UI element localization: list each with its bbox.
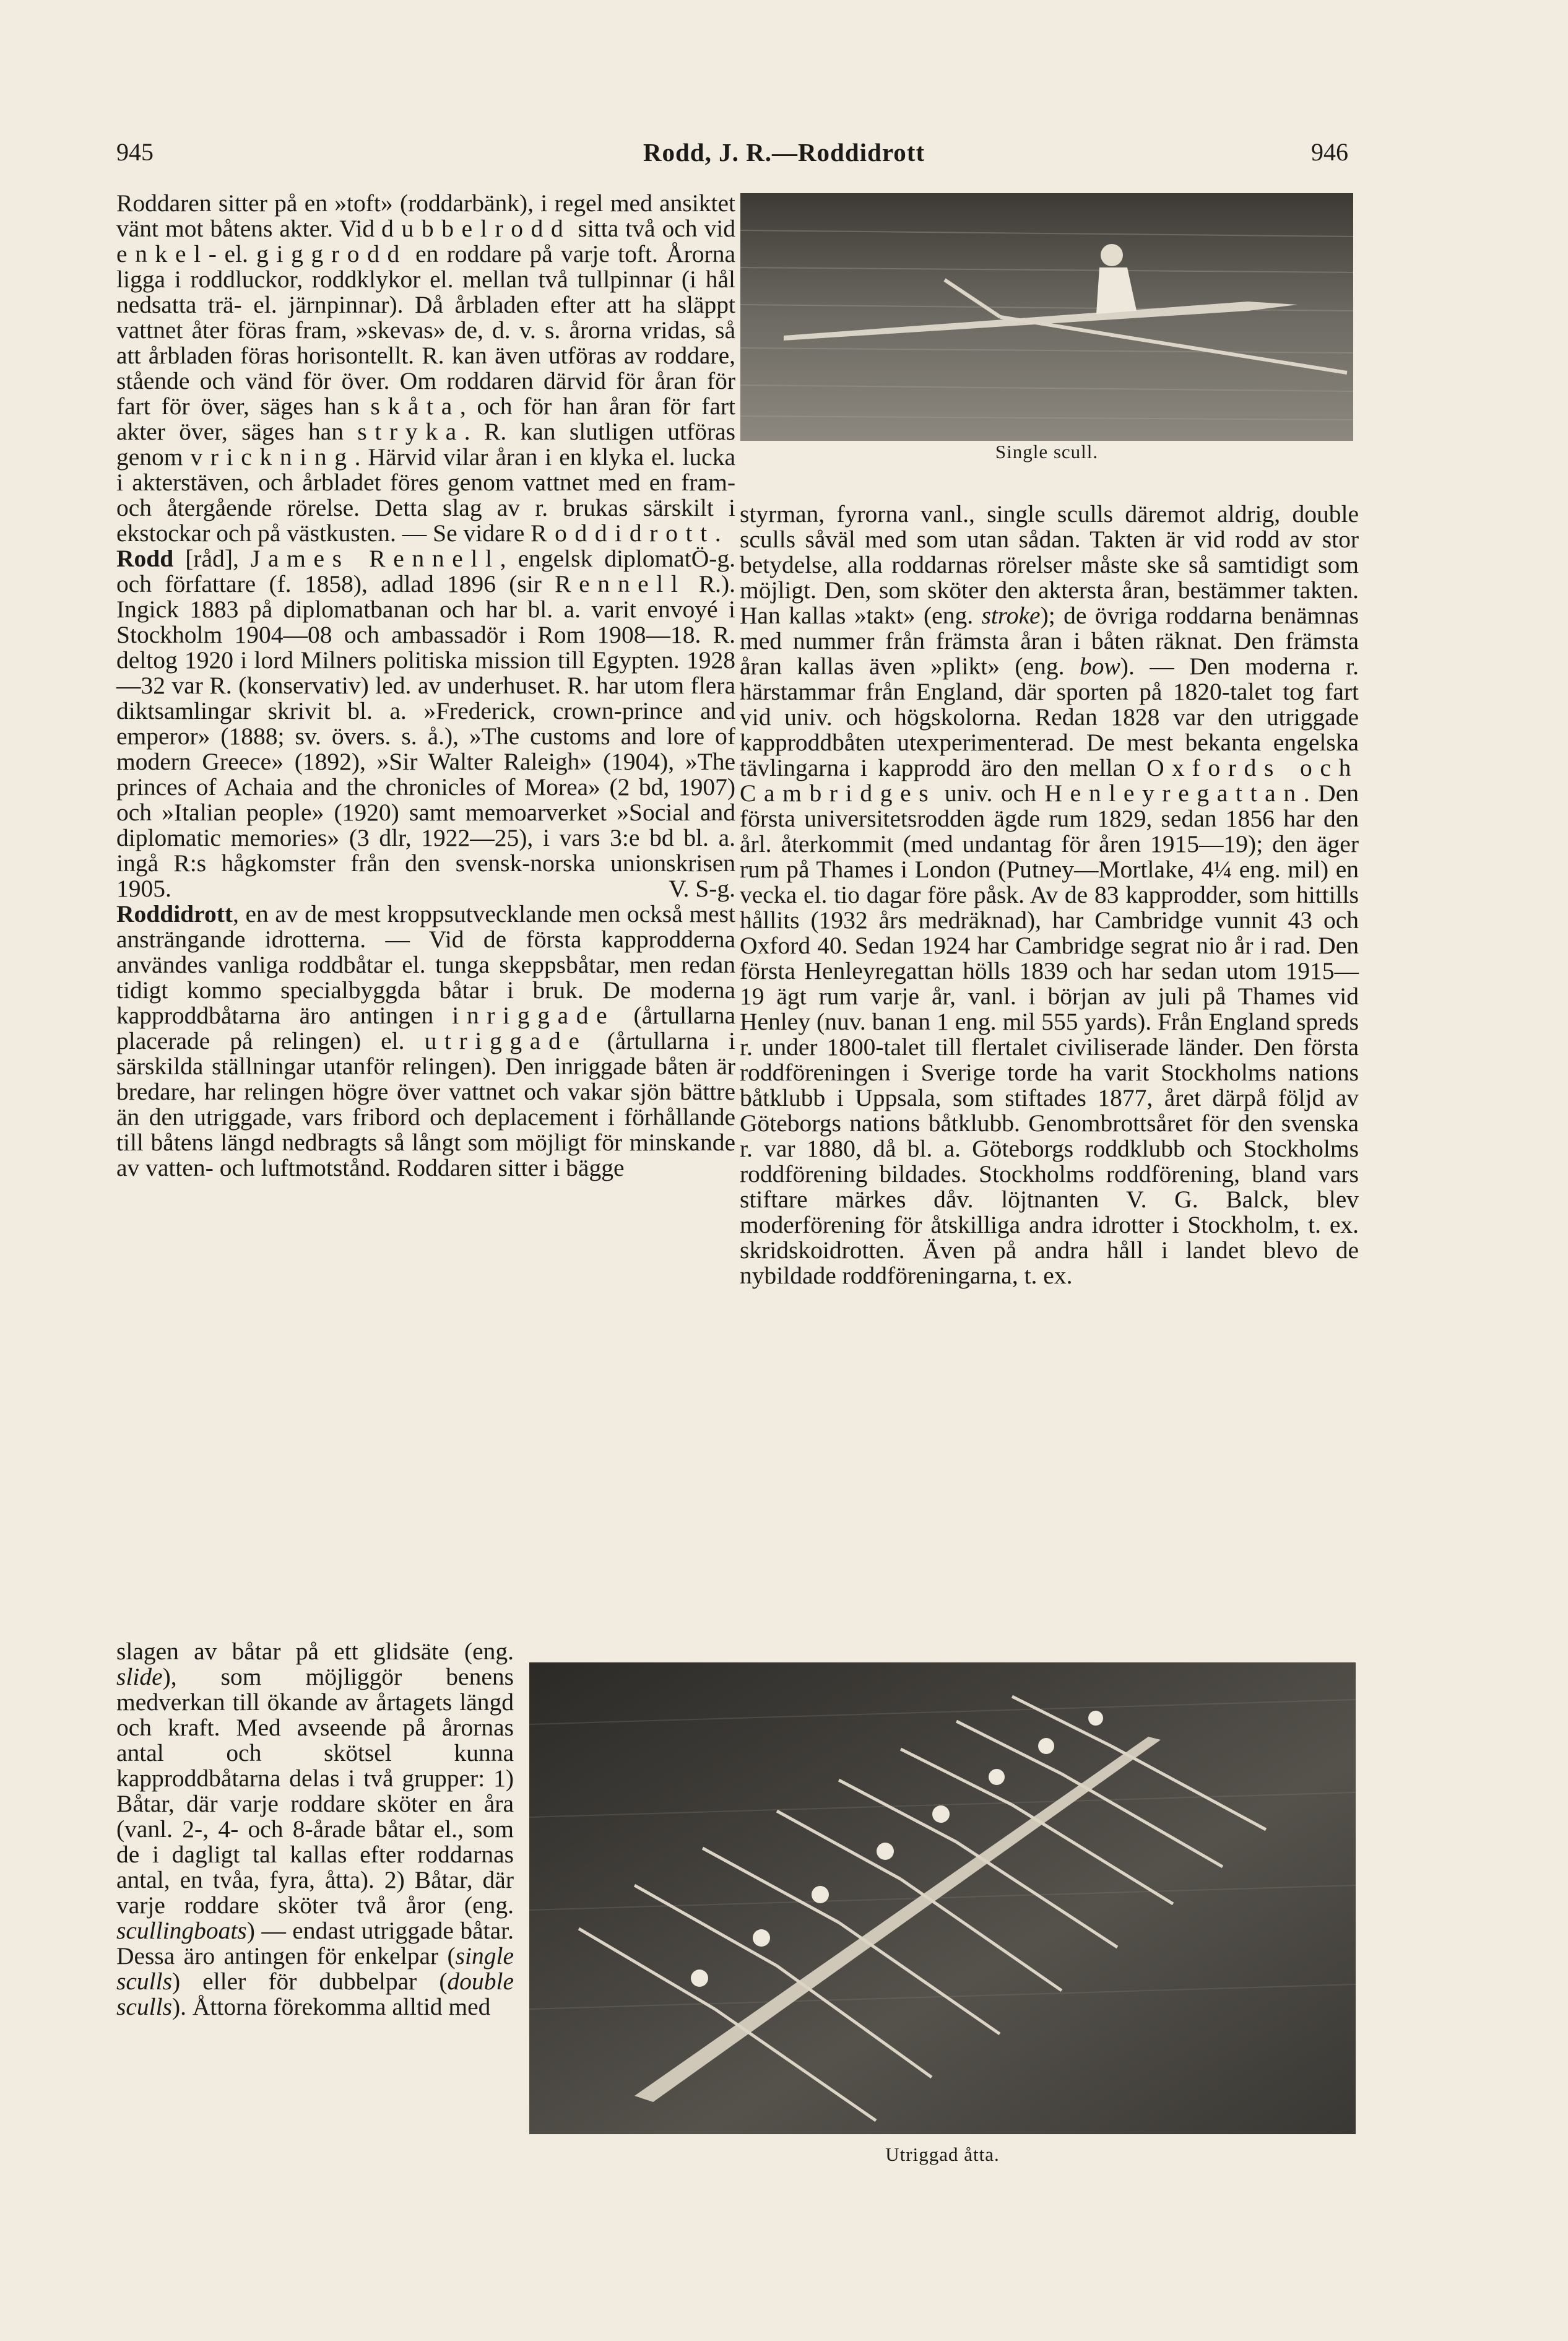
eight-boat-caption: Utriggad åtta.	[885, 2143, 1000, 2165]
running-title: Rodd, J. R.—Roddidrott	[643, 138, 925, 167]
page-number-right: 946	[1311, 138, 1348, 166]
author-signature: Ö-g.	[691, 545, 735, 572]
entry-roddidrott: Roddidrott, en av de mest kroppsutvecklande men också mest ansträngande idrotterna. — Vid de första kapprodderna användes vanliga roddbåtar el. tunga skeppsbåtar, men redan tidigt kommo specialbyggda båtar i bruk. De moderna kapproddbåtarna äro antingen inriggade (årtullarna placerade på relingen) el. utriggade (årtullarna i särskilda ställningar utanför relingen). Den inriggade båten är bredare, har relingen högre över vattnet och vakar sjön bättre än den utriggade, vars fribord och deplacement i förhållande till båtens längd nedbragts så långt som möjligt för minskande av vatten- och luftmotstånd. Roddaren sitter i bägge	[116, 900, 736, 1181]
page-number-left: 945	[116, 138, 154, 166]
entry-headword: Rodd	[116, 545, 174, 572]
page-header	[0, 137, 1568, 175]
eight-boat-photo	[529, 1662, 1356, 2134]
paragraph-roddidrott-history: styrman, fyrorna vanl., single sculls däremot aldrig, double sculls såväl med som utan sådan. Takten är vid rodd av stor betydelse, alla roddarnas rörelser måste ske så samtidigt som möjligt. Den, som sköter den aktersta åran, bestämmer takten. Han kallas »takt» (eng. stroke); de övriga roddarna benämnas med nummer från främsta åran i båten räknat. Den främsta åran kallas även »plikt» (eng. bow). — Den moderna r. härstammar från England, där sporten på 1820-talet tog fart vid univ. och högskolorna. Redan 1828 var den utriggade kapproddbåten utexperimenterad. De mest bekanta engelska tävlingarna i kapprodd äro den mellan Oxfords och Cambridges univ. och Henleyregattan. Den första universitetsrodden ägde rum 1829, sedan 1856 har den årl. återkommit (med undantag för åren 1915—19); den äger rum på Thames i London (Putney—Mortlake, 4¼ eng. mil) en vecka el. tio dagar före påsk. Av de 83 kapprodder, som hittills hållits (1932 års medräknad), har Cambridge vunnit 43 och Oxford 40. Sedan 1924 har Cambridge segrat nio år i rad. Den första Henleyregattan hölls 1839 och har sedan utom 1915—19 ägt rum varje år, vanl. i början av juli på Thames vid Henley (nuv. banan 1 eng. mil 555 yards). Från England spreds r. under 1800-talet till flertalet civiliserade länder. Den första roddföreningen i Sverige torde ha varit Stockholms nations båtklubb i Uppsala, som stiftades 1877, året därpå följd av Göteborgs nations båtklubb. Genombrottsåret för den svenska r. var 1880, då bl. a. Göteborgs roddklubb och Stockholms roddförening bildades. Stockholms roddförening, bland vars stiftare märkes dåv. löjtnanten V. G. Balck, blev moderförening för åtskilliga andra idrotter i Stockholm, t. ex. skridskoidrotten. Även på andra håll i landet blevo de nybildade roddföreningarna, t. ex.	[740, 500, 1359, 1289]
entry-rodd-james: Rodd [råd], James Rennell, engelsk diplomat och författare (f. 1858), adlad 1896 (sir Rennell R.). Ingick 1883 på diplomatbanan och har bl. a. varit envoyé i Stockholm 1904—08 och ambassadör i Rom 1908—18. R. deltog 1920 i lord Milners politiska mission till Egypten. 1928—32 var R. (konservativ) led. av underhuset. R. har utom flera diktsamlingar skrivit bl. a. »Frederick, crown-prince and emperor» (1888; sv. övers. s. å.), »The customs and lore of modern Greece» (1892), »Sir Walter Raleigh» (1904), »The princes of Achaia and the chronicles of Morea» (2 bd, 1907) och »Italian people» (1920) samt memoarverket »Social and diplomatic memories» (3 dlr, 1922—25), i vars 3:e bd bl. a. ingå R:s hågkomster från den svensk-norska unionskrisen 1905. V. S-g.	[116, 545, 735, 902]
author-signature: V. S-g.	[669, 875, 735, 902]
entry-headword: Roddidrott	[116, 900, 233, 927]
paragraph-roddidrott-continued: slagen av båtar på ett glidsäte (eng. slide), som möjliggör benens medverkan till ökande av årtagets längd och kraft. Med avseende på årornas antal och skötsel kunna kapproddbåtarna delas i två grupper: 1) Båtar, där varje roddare sköter en åra (vanl. 2-, 4- och 8-årade båtar el., som de i dagligt tal kallas efter roddarnas antal, en tvåa, fyra, åtta). 2) Båtar, där varje roddare sköter två åror (eng. scullingboats) — endast utriggade båtar. Dessa äro antingen för enkelpar (single sculls) eller för dubbelpar (double sculls). Åttorna förekomma alltid med	[116, 1638, 514, 2020]
column-right	[740, 502, 1359, 1288]
single-scull-caption: Single scull.	[995, 441, 1099, 463]
paragraph-rodd-technique: Roddaren sitter på en »toft» (roddarbänk), i regel med ansiktet vänt mot båtens akter. Vid dubbelrodd sitta två och vid enkel-el. giggrodd en roddare på varje toft. Årorna ligga i roddluckor, roddklykor el. mellan två tullpinnar (i hål nedsatta trä- el. järnpinnar). Då årbladen efter att ha släppt vattnet åter föras fram, »skevas» de, d. v. s. årorna vridas, så att årbladen föras horisontellt. R. kan även utföras av roddare, stående och vänd för över. Om roddaren därvid för åran för fart för över, säges han skåta, och för han åran för fart akter över, säges han stryka. R. kan slutligen utföras genom vrickning. Härvid vilar åran i en klyka el. lucka i akterstäven, och årbladet föres genom vattnet med en fram- och återgående rörelse. Detta slag av r. brukas särskilt i ekstockar och på västkusten. — Se vidare Roddidrott. Ö-g.	[116, 189, 735, 572]
single-scull-photo	[740, 193, 1353, 441]
column-left-narrow	[116, 1639, 514, 2020]
column-left	[116, 191, 735, 1181]
